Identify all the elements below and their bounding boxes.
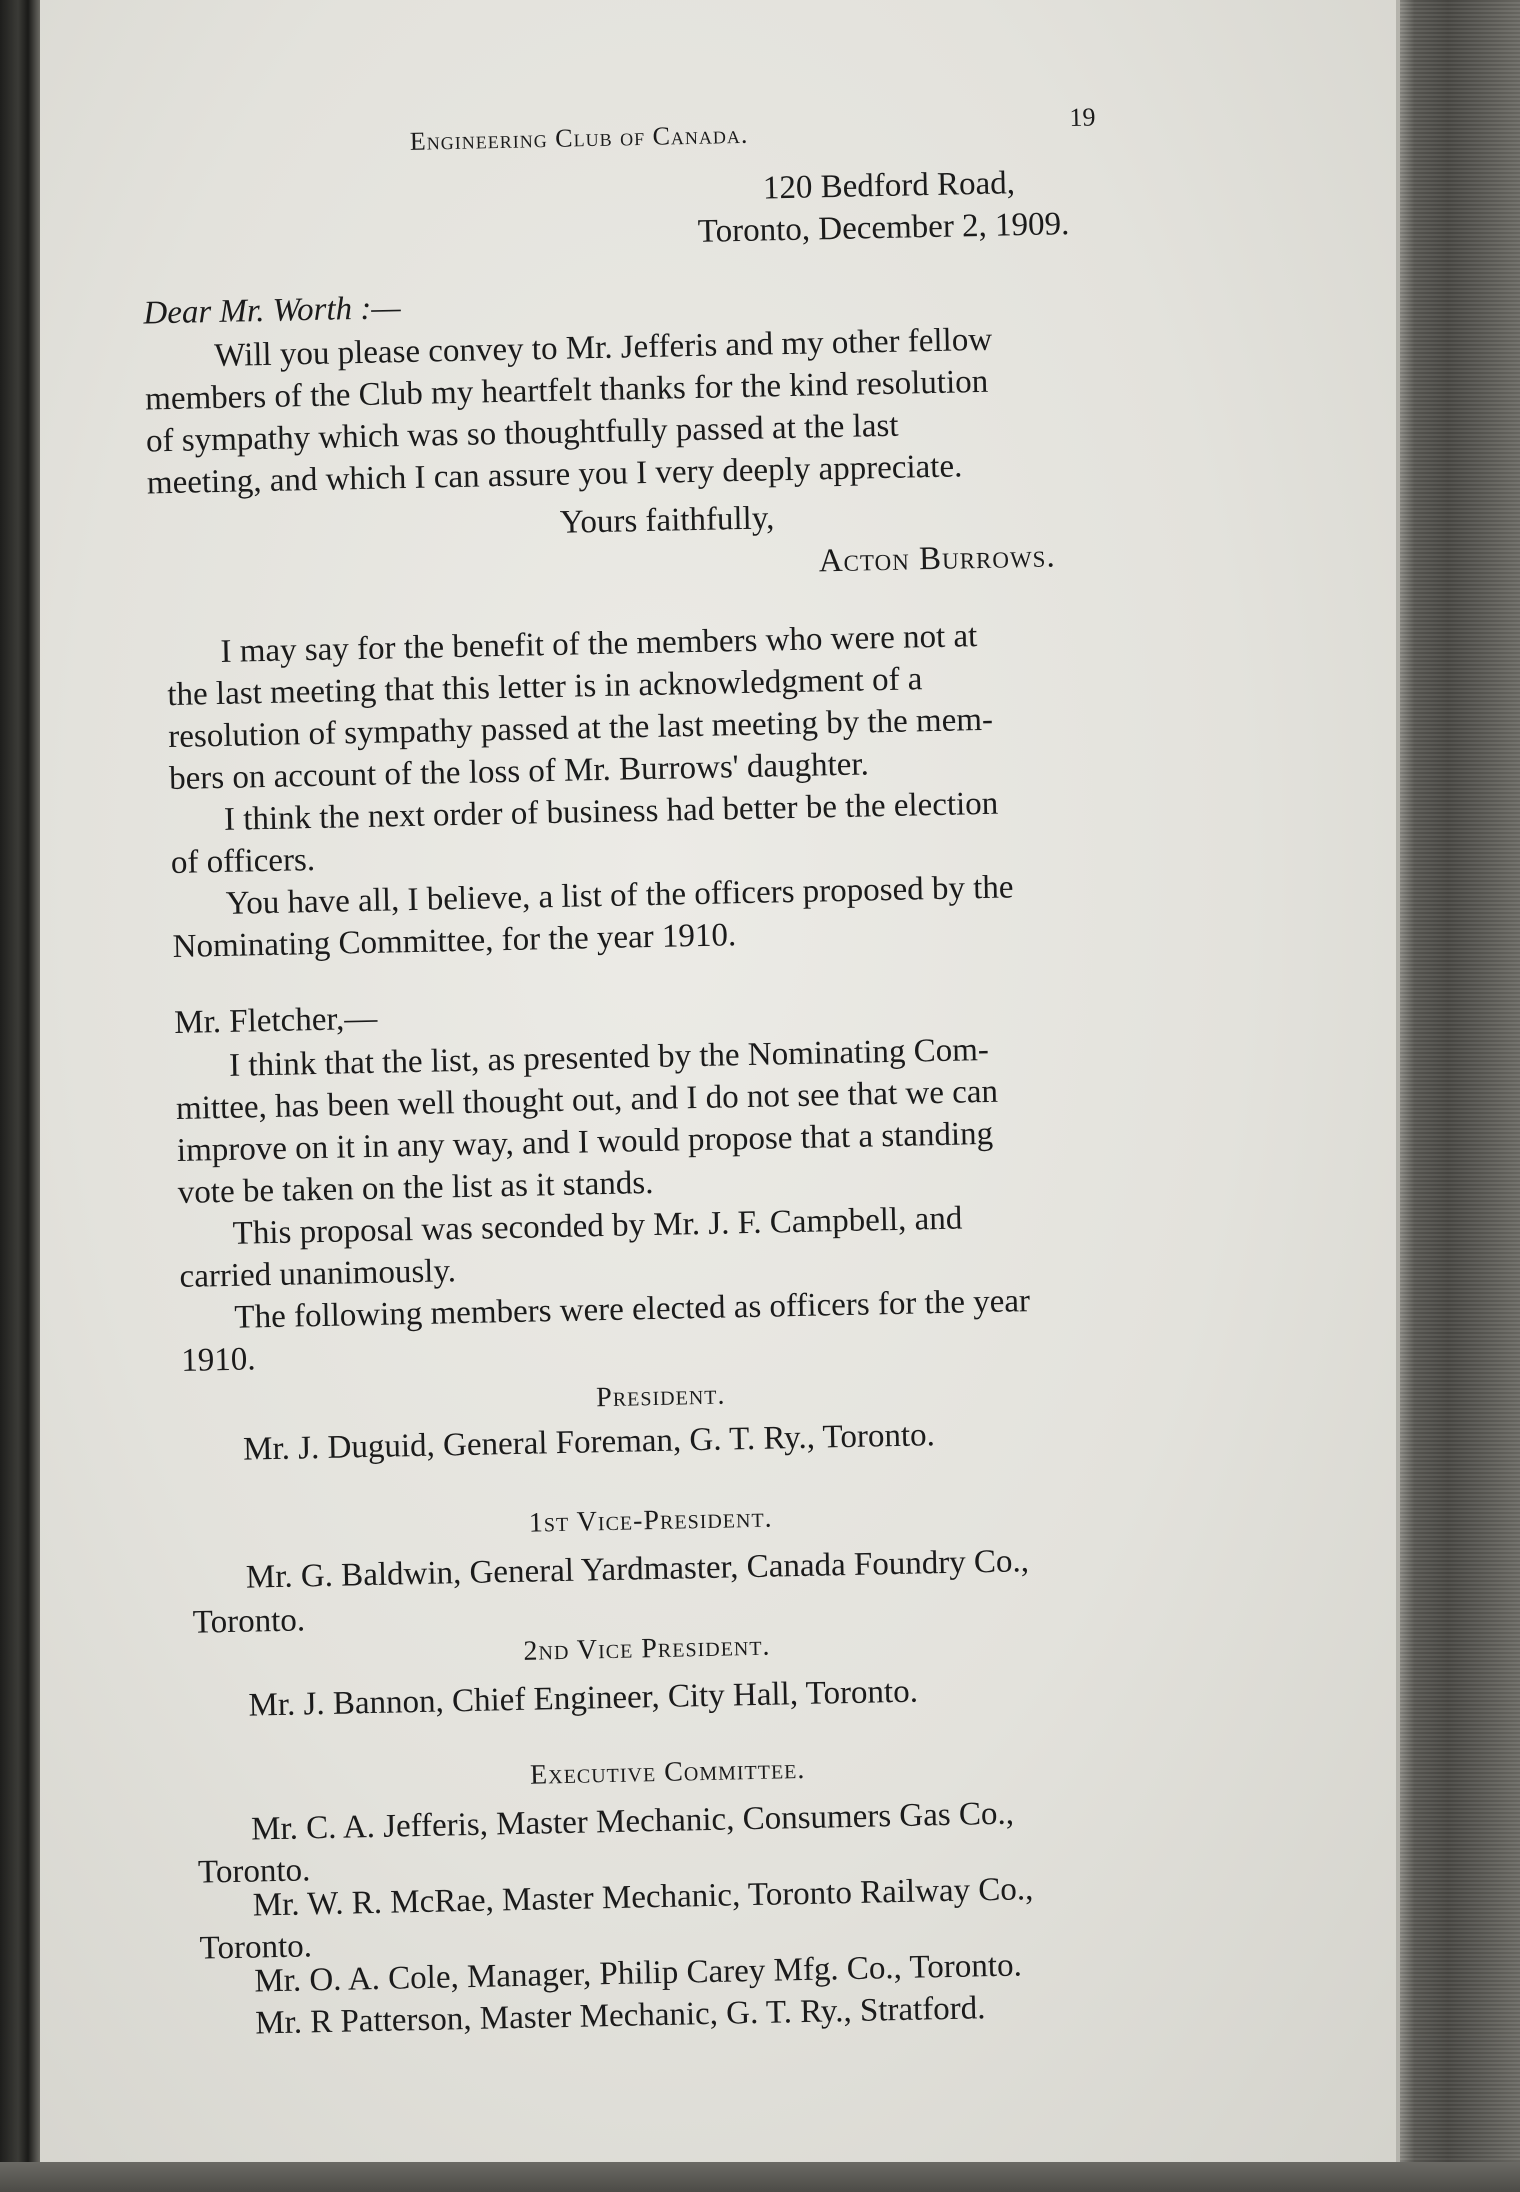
- fletcher-line: I think that the list, as presented by the Nominating Com-: [228, 1031, 990, 1084]
- heading-first-vice-president: 1st Vice-President.: [528, 1502, 773, 1539]
- executive-member-cont: Toronto.: [199, 1928, 313, 1967]
- remark-line: of officers.: [170, 842, 316, 882]
- executive-member: Mr. W. R. McRae, Master Mechanic, Toronto Railway Co.,: [252, 1871, 1034, 1924]
- letter-body-line: Will you please convey to Mr. Jefferis and my other fellow: [213, 321, 993, 375]
- fletcher-line: This proposal was seconded by Mr. J. F. Campbell, and: [232, 1200, 963, 1252]
- remark-line: resolution of sympathy passed at the last meeting by the mem-: [167, 701, 994, 756]
- remark-line: bers on account of the loss of Mr. Burrows' daughter.: [168, 746, 870, 798]
- letter-salutation: Dear Mr. Worth :—: [143, 290, 402, 332]
- remark-line: I think the next order of business had better be the election: [223, 785, 999, 838]
- letter-closing: Yours faithfully,: [559, 500, 775, 541]
- executive-member: Mr. R Patterson, Master Mechanic, G. T. Ry., Stratford.: [254, 1990, 986, 2042]
- officer-first-vice-president: Mr. G. Baldwin, General Yardmaster, Canada Foundry Co.,: [245, 1543, 1030, 1596]
- remark-line: Nominating Committee, for the year 1910.: [172, 917, 737, 966]
- running-head: Engineering Club of Canada.: [409, 119, 749, 156]
- fletcher-line: 1910.: [180, 1341, 256, 1379]
- letter-address-line2: Toronto, December 2, 1909.: [697, 206, 1070, 250]
- remark-line: You have all, I believe, a list of the officers proposed by the: [225, 869, 1014, 922]
- letter-address-line1: 120 Bedford Road,: [762, 165, 1016, 207]
- executive-member: Mr. C. A. Jefferis, Master Mechanic, Consumers Gas Co.,: [250, 1795, 1015, 1848]
- letter-body-line: meeting, and which I can assure you I very deeply appreciate.: [146, 448, 963, 502]
- fletcher-line: improve on it in any way, and I would propose that a standing: [176, 1115, 994, 1169]
- fletcher-line: The following members were elected as officers for the year: [234, 1283, 1031, 1336]
- letter-signature: Acton Burrows.: [818, 538, 1057, 580]
- page-number: 19: [1069, 102, 1096, 133]
- letter-body-line: members of the Club my heartfelt thanks for the kind resolution: [144, 363, 989, 418]
- heading-second-vice-president: 2nd Vice President.: [523, 1630, 771, 1667]
- officer-second-vice-president: Mr. J. Bannon, Chief Engineer, City Hall, Toronto.: [248, 1673, 919, 1724]
- executive-member: Mr. O. A. Cole, Manager, Philip Carey Mfg. Co., Toronto.: [253, 1947, 1023, 2000]
- heading-president: President.: [595, 1379, 726, 1414]
- officer-president: Mr. J. Duguid, General Foreman, G. T. Ry., Toronto.: [242, 1417, 936, 1468]
- executive-member-cont: Toronto.: [197, 1852, 311, 1891]
- officer-first-vice-president-cont: Toronto.: [192, 1602, 306, 1641]
- fletcher-line: mittee, has been well thought out, and I do not see that we can: [175, 1073, 999, 1127]
- remark-line: the last meeting that this letter is in acknowledgment of a: [167, 661, 923, 714]
- letter-body-line: of sympathy which was so thoughtfully passed at the last: [145, 407, 899, 460]
- remark-line: I may say for the benefit of the members who were not at: [220, 618, 978, 670]
- speaker-fletcher: Mr. Fletcher,—: [173, 1000, 378, 1041]
- fletcher-line: vote be taken on the list as it stands.: [177, 1164, 654, 1211]
- fletcher-line: carried unanimously.: [179, 1253, 457, 1295]
- heading-executive-committee: Executive Committee.: [529, 1753, 806, 1791]
